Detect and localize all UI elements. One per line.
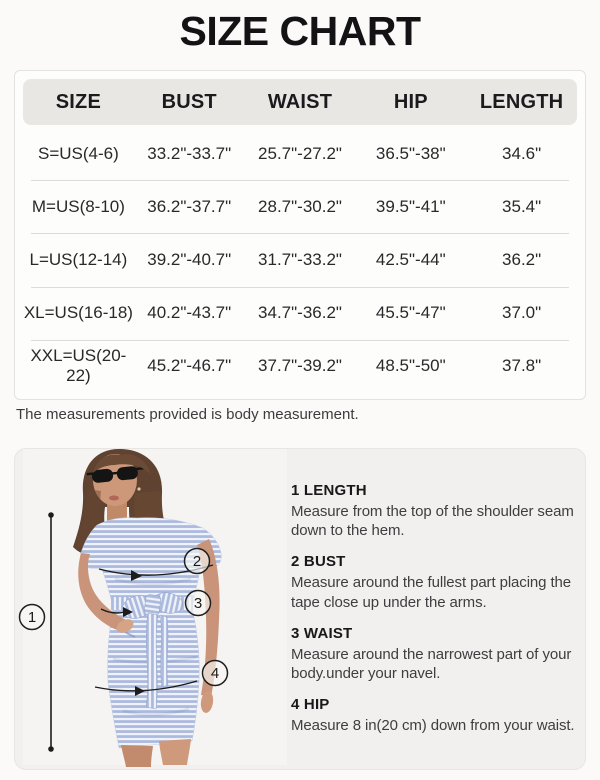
guide-text: Measure from the top of the shoulder seam down to the hem. <box>291 503 574 540</box>
bust-cell: 36.2"-37.7" <box>147 196 232 216</box>
waist-cell: 31.7"-33.2" <box>258 250 342 269</box>
length-cell: 37.8" <box>502 356 542 376</box>
hip-cell: 36.5"-38" <box>375 143 446 163</box>
guide-item-waist <box>291 625 586 683</box>
body-measurement-note: The measurements provided is body measurement. <box>16 406 359 423</box>
waist-cell: 25.7"-27.2" <box>258 143 342 163</box>
earring <box>137 487 140 490</box>
bust-cell: 45.2"-46.7" <box>147 356 232 376</box>
size-table-body <box>23 127 577 393</box>
size-cell: XL=US(16-18) <box>23 303 133 323</box>
column-header-hip: HIP <box>393 90 428 113</box>
marker-label-1: 1 <box>27 609 37 626</box>
bust-cell: 39.2"-40.7" <box>147 250 232 269</box>
hip-cell: 48.5"-50" <box>375 356 446 376</box>
guide-item-bust <box>291 553 586 611</box>
marker-label-4: 4 <box>210 665 220 682</box>
length-line-bottom-dot <box>48 746 54 752</box>
table-row-l <box>23 233 577 286</box>
model-photo <box>15 449 287 770</box>
guide-heading: 4 HIP <box>291 696 330 714</box>
how-to-measure-panel <box>14 448 586 770</box>
guide-item-hip <box>291 696 586 735</box>
leg-right <box>159 739 191 765</box>
length-line-top-dot <box>48 512 54 518</box>
column-header-length: LENGTH <box>479 90 564 113</box>
length-cell: 36.2" <box>502 250 542 269</box>
size-cell: XXL=US(20-22) <box>30 346 127 386</box>
marker-label-3: 3 <box>193 595 203 612</box>
length-cell: 34.6" <box>502 143 542 163</box>
length-cell: 37.0" <box>502 303 542 323</box>
table-row-xxl <box>23 340 577 393</box>
waist-cell: 34.7"-36.2" <box>258 303 342 323</box>
hip-cell: 45.5"-47" <box>375 303 446 323</box>
leg-left <box>121 745 153 767</box>
size-cell: L=US(12-14) <box>29 250 128 269</box>
guide-text: Measure 8 in(20 cm) down from your waist. <box>291 717 575 735</box>
guide-heading: 1 LENGTH <box>291 482 367 499</box>
guide-heading: 3 WAIST <box>291 624 353 642</box>
length-cell: 35.4" <box>502 196 542 216</box>
bust-cell: 40.2"-43.7" <box>147 303 232 323</box>
lips <box>109 496 119 501</box>
marker-label-2: 2 <box>192 553 202 570</box>
waist-cell: 28.7"-30.2" <box>258 196 342 216</box>
guide-text: Measure around the fullest part placing the tape close up under the arms. <box>291 574 572 611</box>
guide-item-length <box>291 482 586 540</box>
column-header-bust: BUST <box>161 90 217 113</box>
size-cell: S=US(4-6) <box>38 143 119 163</box>
column-header-size: SIZE <box>55 90 102 113</box>
page-title: SIZE CHART <box>179 8 421 54</box>
measuring-guide <box>291 482 586 748</box>
size-cell: M=US(8-10) <box>31 196 125 216</box>
waist-cell: 37.7"-39.2" <box>258 356 342 376</box>
bust-cell: 33.2"-33.7" <box>147 143 232 163</box>
table-row-m <box>23 180 577 233</box>
size-chart-table <box>14 70 586 400</box>
table-row-s <box>23 127 577 180</box>
size-table-header-row <box>23 79 577 125</box>
hip-cell: 39.5"-41" <box>375 196 446 216</box>
hip-cell: 42.5"-44" <box>375 250 446 269</box>
table-row-xl <box>23 287 577 340</box>
guide-text: Measure around the narrowest part of your body.under your navel. <box>291 645 572 682</box>
column-header-waist: WAIST <box>267 90 333 113</box>
guide-heading: 2 BUST <box>291 553 346 571</box>
